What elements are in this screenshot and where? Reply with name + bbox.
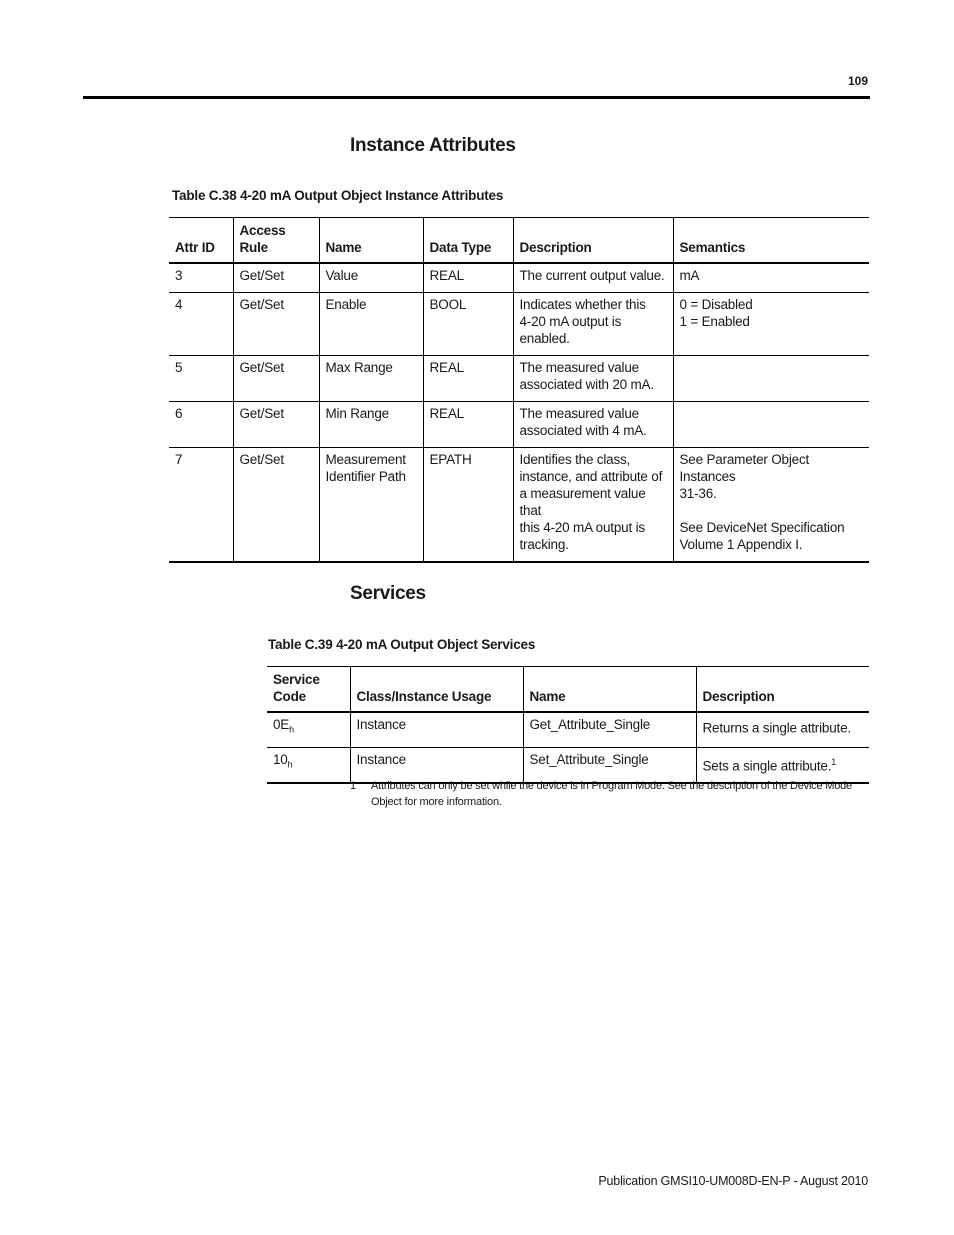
column-header: Service Code (267, 667, 350, 713)
service-code-cell (267, 712, 350, 747)
table-row (169, 293, 869, 356)
table-header-row (267, 667, 869, 713)
hex-suffix: h (289, 724, 294, 735)
table-cell: Get/Set (233, 402, 319, 448)
table-row (169, 356, 869, 402)
table-cell: Enable (319, 293, 423, 356)
table-cell: See Parameter Object Instances 31-36. See DeviceNet Specification Volume 1 Appendix I. (673, 448, 869, 563)
hex-suffix: h (287, 759, 293, 770)
table-cell: 5 (169, 356, 233, 402)
table-cell: 3 (175, 268, 183, 283)
footnote-number: 1 (350, 780, 356, 792)
table-cell: Get/Set (233, 448, 319, 563)
column-header: Semantics (673, 218, 869, 264)
column-header: Access Rule (233, 218, 319, 264)
table-cell: REAL (423, 402, 513, 448)
description-text: Returns a single attribute. (702, 720, 851, 736)
instance-attributes-caption: Table C.38 4-20 mA Output Object Instance Attributes (172, 188, 504, 203)
table-cell: BOOL (423, 293, 513, 356)
table-cell: Indicates whether this 4-20 mA output is enabled. (513, 293, 673, 356)
table-cell: 7 (169, 448, 233, 563)
table-row (169, 402, 869, 448)
table-row (169, 263, 869, 293)
table-cell: REAL (423, 356, 513, 402)
table-row (267, 712, 869, 747)
table-cell: Max Range (319, 356, 423, 402)
table-cell: Instance (350, 712, 523, 747)
table-cell: Min Range (319, 402, 423, 448)
table-cell: EPATH (423, 448, 513, 563)
table-cell: mA (673, 263, 869, 293)
table-header-row (169, 218, 869, 264)
services-table (267, 666, 869, 784)
column-header: Description (696, 667, 869, 713)
table-cell: The measured value associated with 20 mA. (513, 356, 673, 402)
table-row (169, 448, 869, 563)
table-cell: 6 (169, 402, 233, 448)
table-cell: Value (319, 263, 423, 293)
table-cell: Get_Attribute_Single (523, 712, 696, 747)
page-number: 109 (847, 74, 868, 88)
table-cell: 0 = Disabled 1 = Enabled (673, 293, 869, 356)
table-cell: Measurement Identifier Path (319, 448, 423, 563)
service-code: 10 (273, 751, 288, 767)
table-cell (673, 356, 869, 402)
description-text: Sets a single attribute. (702, 758, 832, 774)
column-header: Class/Instance Usage (350, 667, 523, 713)
column-header: Name (319, 218, 423, 264)
services-title: Services (350, 583, 426, 604)
footnote (350, 778, 870, 810)
description-cell (696, 712, 869, 747)
column-header: Name (523, 667, 696, 713)
table-cell: The current output value. (513, 263, 673, 293)
services-caption: Table C.39 4-20 mA Output Object Services (268, 637, 536, 652)
table-cell: Instance (350, 747, 523, 783)
table-cell: Get/Set (233, 263, 319, 293)
column-header: Attr ID (169, 218, 233, 264)
table-cell: Get/Set (233, 356, 319, 402)
header-rule (83, 96, 870, 99)
instance-attributes-title: Instance Attributes (350, 135, 516, 156)
table-cell: Get/Set (233, 293, 319, 356)
table-cell (673, 402, 869, 448)
table-cell: REAL (423, 263, 513, 293)
footnote-ref: 1 (831, 756, 837, 767)
publication-footer: Publication GMSI10-UM008D-EN-P - August 2010 (598, 1174, 868, 1188)
column-header: Description (513, 218, 673, 264)
instance-attributes-table (169, 217, 869, 563)
footnote-text: Attributes can only be set while the device is in Program Mode. See the description of the Device Mode Object for more information. (371, 780, 852, 808)
table-cell: Set_Attribute_Single (523, 747, 696, 783)
column-header: Data Type (423, 218, 513, 264)
table-cell: Identifies the class, instance, and attribute of a measurement value that this 4-20 mA output is tracking. (513, 448, 673, 563)
service-code: 0E (273, 717, 290, 732)
table-cell: The measured value associated with 4 mA. (513, 402, 673, 448)
table-cell: 4 (169, 293, 233, 356)
service-code-cell (267, 747, 350, 783)
